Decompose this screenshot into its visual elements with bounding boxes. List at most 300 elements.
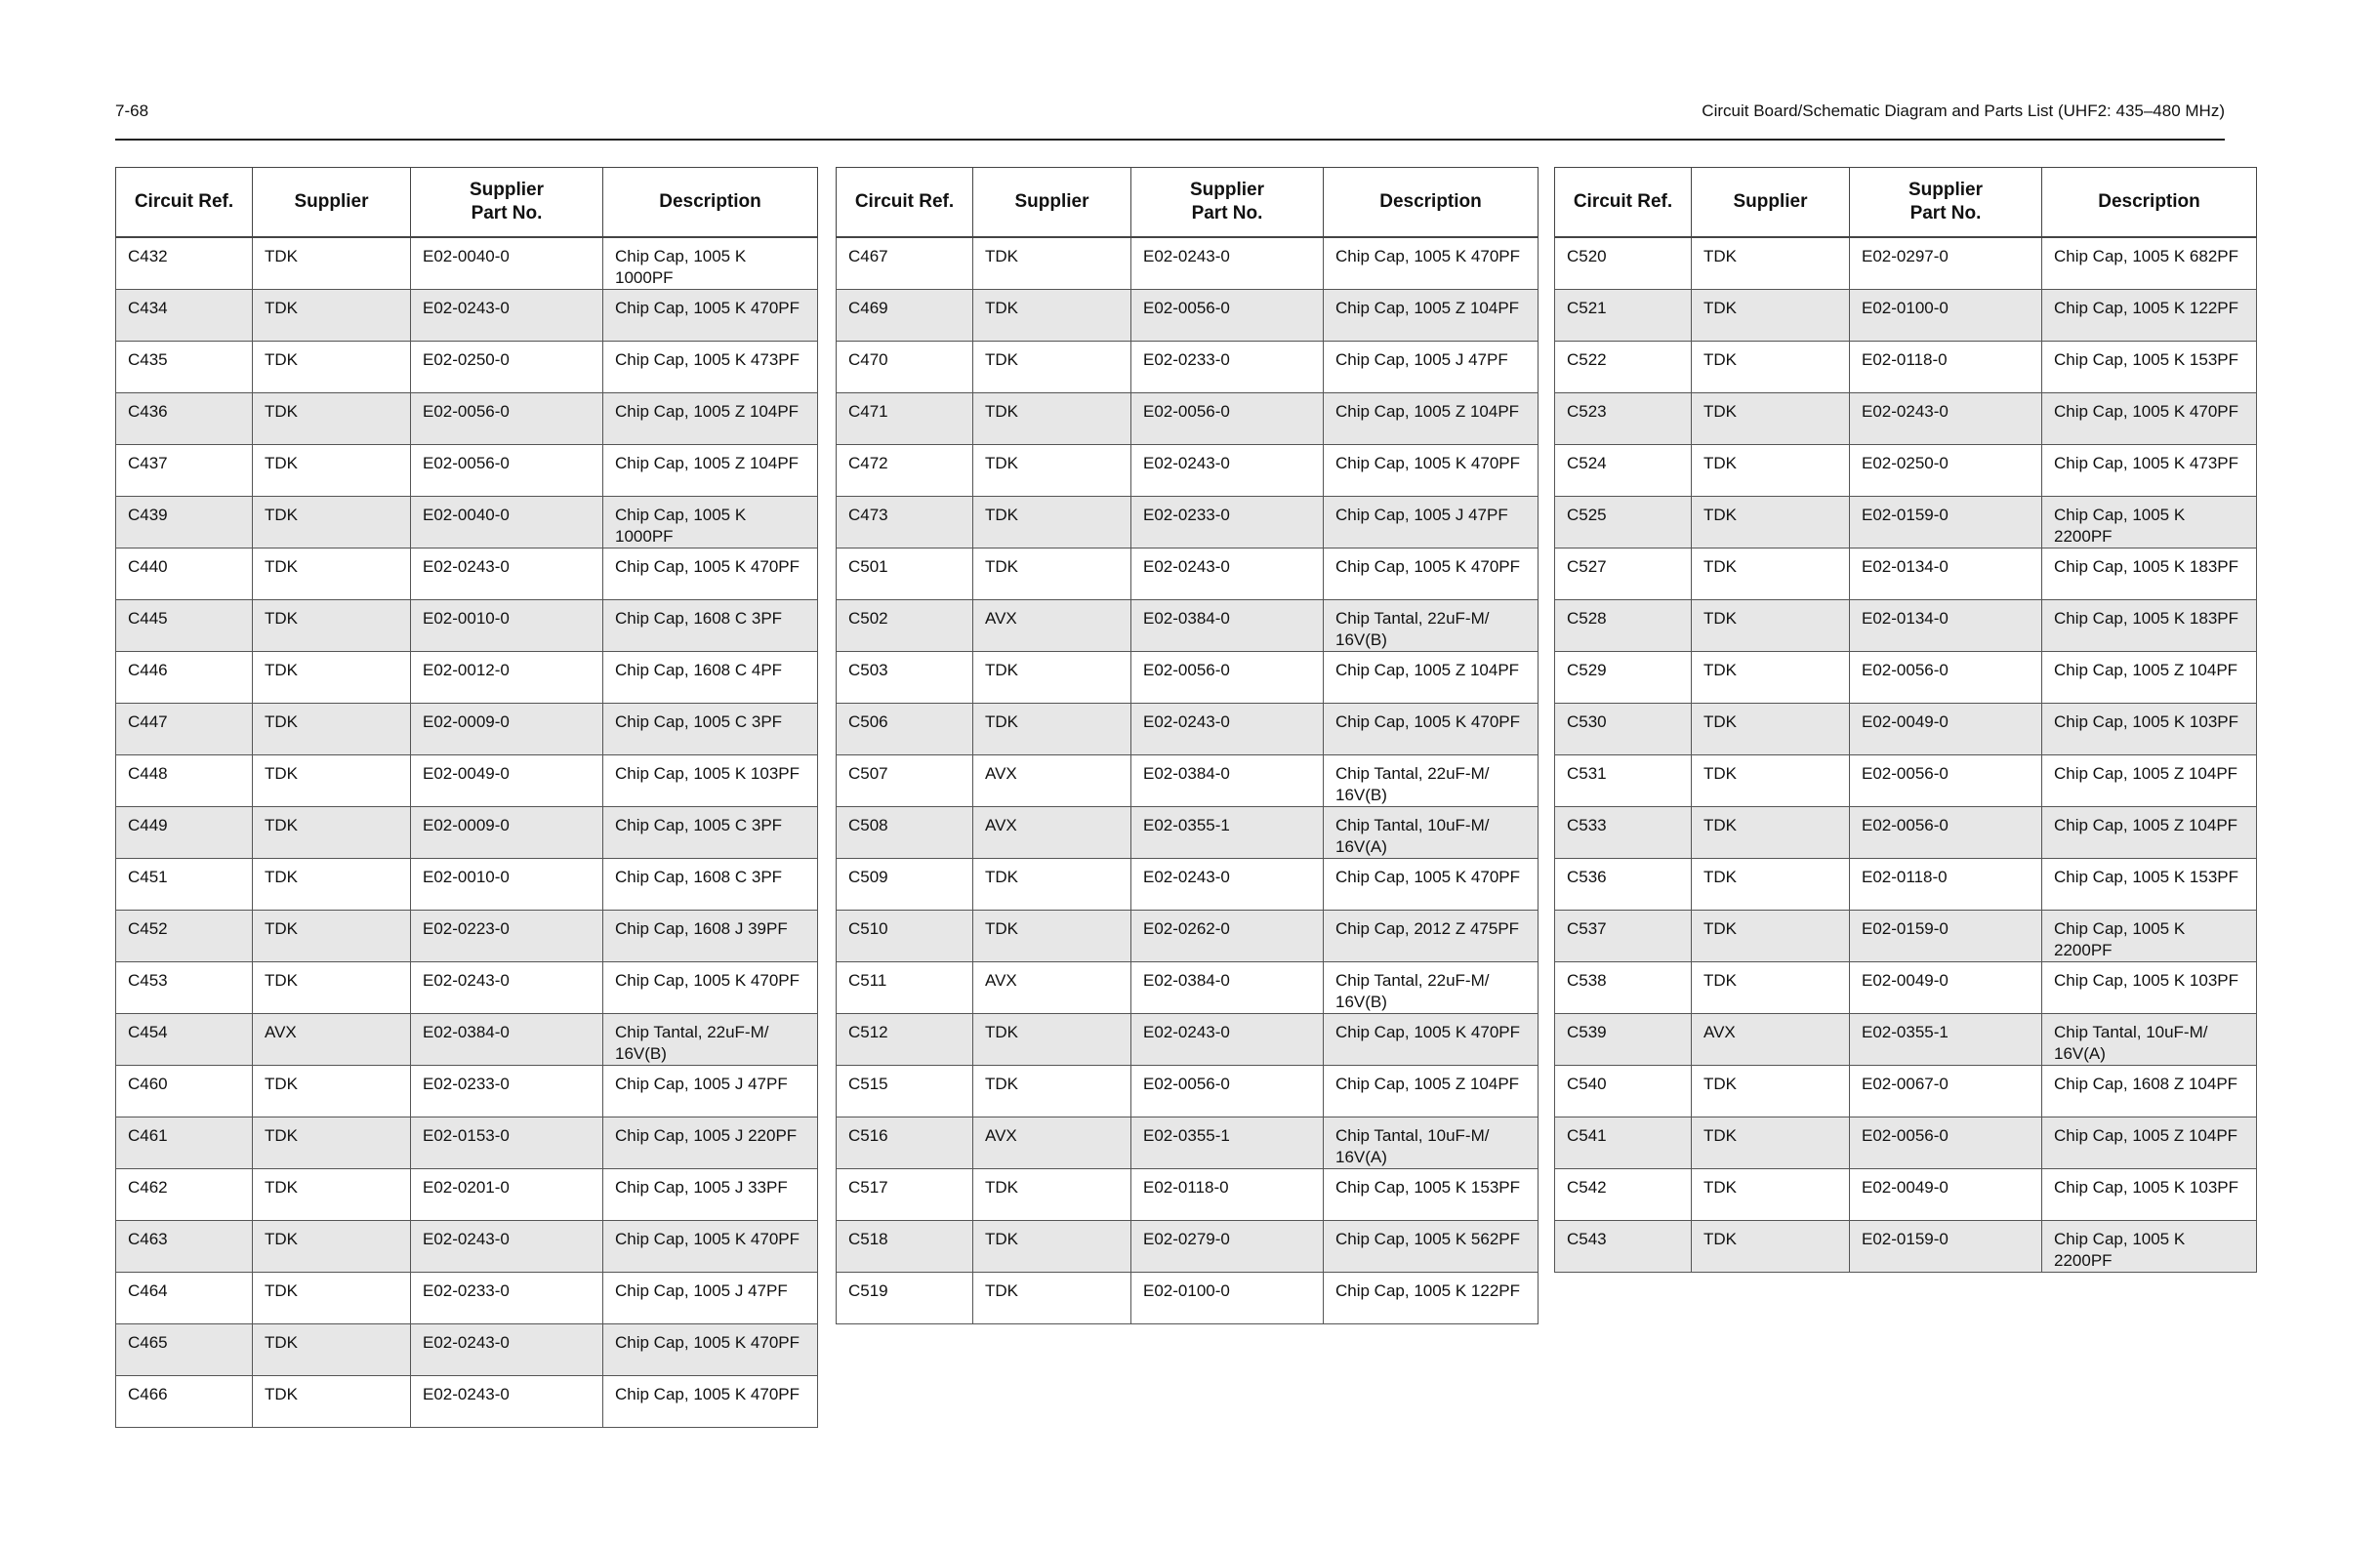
header-rule xyxy=(115,139,2225,141)
circuit-ref-cell: C536 xyxy=(1555,859,1692,911)
circuit-ref-cell: C501 xyxy=(837,549,973,600)
description-cell: Chip Tantal, 10uF-M/ 16V(A) xyxy=(1324,807,1539,859)
supplier-cell: TDK xyxy=(253,238,411,290)
part-no-cell: E02-0233-0 xyxy=(411,1273,603,1324)
table-row xyxy=(1555,342,2257,393)
part-no-cell: E02-0233-0 xyxy=(1131,497,1324,549)
description-cell: Chip Tantal, 10uF-M/ 16V(A) xyxy=(2042,1014,2257,1066)
supplier-cell: TDK xyxy=(253,549,411,600)
supplier-cell: TDK xyxy=(1692,755,1850,807)
table-row xyxy=(1555,704,2257,755)
circuit-ref-cell: C540 xyxy=(1555,1066,1692,1117)
supplier-cell: TDK xyxy=(1692,859,1850,911)
table-row xyxy=(837,1221,1539,1273)
part-no-cell: E02-0201-0 xyxy=(411,1169,603,1221)
part-no-cell: E02-0279-0 xyxy=(1131,1221,1324,1273)
supplier-cell: TDK xyxy=(253,1324,411,1376)
circuit-ref-cell: C538 xyxy=(1555,962,1692,1014)
table-row xyxy=(837,549,1539,600)
supplier-cell: AVX xyxy=(253,1014,411,1066)
description-cell: Chip Cap, 1005 K 473PF xyxy=(2042,445,2257,497)
table-row xyxy=(116,1324,818,1376)
table-row xyxy=(1555,1221,2257,1273)
supplier-cell: TDK xyxy=(973,704,1131,755)
part-no-cell: E02-0159-0 xyxy=(1850,911,2042,962)
description-cell: Chip Cap, 1005 K 562PF xyxy=(1324,1221,1539,1273)
circuit-ref-cell: C471 xyxy=(837,393,973,445)
part-no-cell: E02-0384-0 xyxy=(411,1014,603,1066)
supplier-cell: TDK xyxy=(973,290,1131,342)
part-no-cell: E02-0243-0 xyxy=(1850,393,2042,445)
description-cell: Chip Cap, 1005 J 47PF xyxy=(603,1066,818,1117)
supplier-cell: TDK xyxy=(253,342,411,393)
part-no-cell: E02-0056-0 xyxy=(1850,652,2042,704)
circuit-ref-cell: C541 xyxy=(1555,1117,1692,1169)
column-header-description: Description xyxy=(2042,168,2257,237)
part-no-cell: E02-0243-0 xyxy=(1131,1014,1324,1066)
table-row xyxy=(1555,1014,2257,1066)
table-row xyxy=(116,807,818,859)
description-cell: Chip Cap, 1005 Z 104PF xyxy=(2042,807,2257,859)
circuit-ref-cell: C528 xyxy=(1555,600,1692,652)
description-cell: Chip Cap, 1005 K 2200PF xyxy=(2042,1221,2257,1273)
supplier-cell: TDK xyxy=(1692,1117,1850,1169)
part-no-cell: E02-0243-0 xyxy=(1131,549,1324,600)
description-cell: Chip Cap, 1005 K 183PF xyxy=(2042,549,2257,600)
part-no-cell: E02-0243-0 xyxy=(411,1376,603,1428)
description-cell: Chip Cap, 1005 K 682PF xyxy=(2042,238,2257,290)
supplier-cell: TDK xyxy=(973,1273,1131,1324)
description-cell: Chip Cap, 1005 K 103PF xyxy=(2042,962,2257,1014)
circuit-ref-cell: C464 xyxy=(116,1273,253,1324)
supplier-cell: TDK xyxy=(1692,704,1850,755)
circuit-ref-cell: C510 xyxy=(837,911,973,962)
table-row xyxy=(1555,962,2257,1014)
part-no-cell: E02-0243-0 xyxy=(1131,445,1324,497)
part-no-cell: E02-0009-0 xyxy=(411,704,603,755)
part-no-cell: E02-0250-0 xyxy=(1850,445,2042,497)
description-cell: Chip Cap, 1005 K 470PF xyxy=(2042,393,2257,445)
part-no-cell: E02-0049-0 xyxy=(411,755,603,807)
part-no-cell: E02-0118-0 xyxy=(1850,342,2042,393)
column-header-supplier: Supplier xyxy=(1692,168,1850,237)
description-cell: Chip Cap, 1608 C 4PF xyxy=(603,652,818,704)
table-row xyxy=(116,549,818,600)
page-number: 7-68 xyxy=(115,102,149,120)
part-no-cell: E02-0243-0 xyxy=(1131,859,1324,911)
supplier-cell: AVX xyxy=(973,807,1131,859)
supplier-cell: TDK xyxy=(253,497,411,549)
table-row xyxy=(1555,652,2257,704)
parts-table xyxy=(115,167,818,1428)
table-row xyxy=(1555,445,2257,497)
table-row xyxy=(116,497,818,549)
part-no-cell: E02-0056-0 xyxy=(411,393,603,445)
supplier-cell: TDK xyxy=(253,1376,411,1428)
part-no-cell: E02-0153-0 xyxy=(411,1117,603,1169)
part-no-cell: E02-0134-0 xyxy=(1850,549,2042,600)
circuit-ref-cell: C531 xyxy=(1555,755,1692,807)
table-row xyxy=(116,1221,818,1273)
description-cell: Chip Cap, 1005 K 470PF xyxy=(1324,859,1539,911)
description-cell: Chip Cap, 1005 K 470PF xyxy=(1324,549,1539,600)
table-row xyxy=(837,652,1539,704)
circuit-ref-cell: C432 xyxy=(116,238,253,290)
table-row xyxy=(116,600,818,652)
table-row xyxy=(116,1014,818,1066)
circuit-ref-cell: C470 xyxy=(837,342,973,393)
column-header-part-no: Supplier Part No. xyxy=(411,168,603,237)
circuit-ref-cell: C445 xyxy=(116,600,253,652)
table-row xyxy=(1555,1066,2257,1117)
description-cell: Chip Cap, 1005 K 153PF xyxy=(2042,859,2257,911)
part-no-cell: E02-0056-0 xyxy=(1850,807,2042,859)
part-no-cell: E02-0010-0 xyxy=(411,600,603,652)
part-no-cell: E02-0159-0 xyxy=(1850,1221,2042,1273)
table-row xyxy=(116,1273,818,1324)
supplier-cell: TDK xyxy=(253,445,411,497)
circuit-ref-cell: C537 xyxy=(1555,911,1692,962)
description-cell: Chip Cap, 1005 K 103PF xyxy=(2042,1169,2257,1221)
circuit-ref-cell: C523 xyxy=(1555,393,1692,445)
circuit-ref-cell: C508 xyxy=(837,807,973,859)
part-no-cell: E02-0056-0 xyxy=(1131,290,1324,342)
supplier-cell: TDK xyxy=(1692,807,1850,859)
supplier-cell: TDK xyxy=(973,1221,1131,1273)
supplier-cell: TDK xyxy=(253,1169,411,1221)
table-row xyxy=(116,704,818,755)
table-row xyxy=(837,1066,1539,1117)
table-row xyxy=(837,238,1539,290)
circuit-ref-cell: C435 xyxy=(116,342,253,393)
part-no-cell: E02-0262-0 xyxy=(1131,911,1324,962)
table-row xyxy=(1555,549,2257,600)
supplier-cell: TDK xyxy=(253,1221,411,1273)
circuit-ref-cell: C539 xyxy=(1555,1014,1692,1066)
parts-table xyxy=(1554,167,2257,1273)
supplier-cell: TDK xyxy=(973,393,1131,445)
supplier-cell: TDK xyxy=(1692,497,1850,549)
table-row xyxy=(837,393,1539,445)
circuit-ref-cell: C453 xyxy=(116,962,253,1014)
column-header-part-no: Supplier Part No. xyxy=(1850,168,2042,237)
part-no-cell: E02-0040-0 xyxy=(411,497,603,549)
supplier-cell: TDK xyxy=(1692,342,1850,393)
table-row xyxy=(1555,755,2257,807)
circuit-ref-cell: C448 xyxy=(116,755,253,807)
part-no-cell: E02-0355-1 xyxy=(1131,807,1324,859)
supplier-cell: TDK xyxy=(253,290,411,342)
part-no-cell: E02-0056-0 xyxy=(1131,393,1324,445)
circuit-ref-cell: C454 xyxy=(116,1014,253,1066)
description-cell: Chip Cap, 1005 Z 104PF xyxy=(1324,652,1539,704)
description-cell: Chip Cap, 1005 K 153PF xyxy=(1324,1169,1539,1221)
circuit-ref-cell: C462 xyxy=(116,1169,253,1221)
description-cell: Chip Tantal, 22uF-M/ 16V(B) xyxy=(1324,962,1539,1014)
column-header-supplier: Supplier xyxy=(253,168,411,237)
part-no-cell: E02-0056-0 xyxy=(1131,1066,1324,1117)
part-no-cell: E02-0118-0 xyxy=(1850,859,2042,911)
table-row xyxy=(116,1117,818,1169)
supplier-cell: TDK xyxy=(973,1066,1131,1117)
description-cell: Chip Cap, 1608 C 3PF xyxy=(603,600,818,652)
table-row xyxy=(837,600,1539,652)
description-cell: Chip Cap, 1005 K 183PF xyxy=(2042,600,2257,652)
column-header-circuit-ref: Circuit Ref. xyxy=(1555,168,1692,237)
description-cell: Chip Cap, 1005 Z 104PF xyxy=(1324,290,1539,342)
circuit-ref-cell: C451 xyxy=(116,859,253,911)
description-cell: Chip Cap, 1608 Z 104PF xyxy=(2042,1066,2257,1117)
supplier-cell: TDK xyxy=(1692,1221,1850,1273)
circuit-ref-cell: C452 xyxy=(116,911,253,962)
circuit-ref-cell: C542 xyxy=(1555,1169,1692,1221)
part-no-cell: E02-0243-0 xyxy=(1131,704,1324,755)
circuit-ref-cell: C434 xyxy=(116,290,253,342)
part-no-cell: E02-0250-0 xyxy=(411,342,603,393)
circuit-ref-cell: C506 xyxy=(837,704,973,755)
supplier-cell: AVX xyxy=(973,962,1131,1014)
parts-table-2 xyxy=(836,167,1539,1324)
supplier-cell: TDK xyxy=(253,652,411,704)
description-cell: Chip Cap, 1005 K 470PF xyxy=(1324,704,1539,755)
supplier-cell: TDK xyxy=(1692,445,1850,497)
supplier-cell: TDK xyxy=(973,445,1131,497)
supplier-cell: TDK xyxy=(253,1066,411,1117)
part-no-cell: E02-0159-0 xyxy=(1850,497,2042,549)
table-row xyxy=(837,342,1539,393)
circuit-ref-cell: C509 xyxy=(837,859,973,911)
table-row xyxy=(1555,911,2257,962)
description-cell: Chip Cap, 1005 C 3PF xyxy=(603,807,818,859)
part-no-cell: E02-0243-0 xyxy=(411,1221,603,1273)
table-row xyxy=(837,290,1539,342)
circuit-ref-cell: C447 xyxy=(116,704,253,755)
description-cell: Chip Cap, 1005 C 3PF xyxy=(603,704,818,755)
part-no-cell: E02-0009-0 xyxy=(411,807,603,859)
description-cell: Chip Cap, 1005 Z 104PF xyxy=(1324,393,1539,445)
part-no-cell: E02-0067-0 xyxy=(1850,1066,2042,1117)
part-no-cell: E02-0049-0 xyxy=(1850,1169,2042,1221)
table-row xyxy=(116,1376,818,1428)
part-no-cell: E02-0056-0 xyxy=(1850,755,2042,807)
table-row xyxy=(837,755,1539,807)
part-no-cell: E02-0355-1 xyxy=(1131,1117,1324,1169)
supplier-cell: TDK xyxy=(1692,1066,1850,1117)
description-cell: Chip Cap, 1005 J 220PF xyxy=(603,1117,818,1169)
table-row xyxy=(1555,497,2257,549)
supplier-cell: TDK xyxy=(253,704,411,755)
supplier-cell: TDK xyxy=(973,652,1131,704)
column-header-description: Description xyxy=(603,168,818,237)
circuit-ref-cell: C517 xyxy=(837,1169,973,1221)
table-row xyxy=(116,962,818,1014)
circuit-ref-cell: C472 xyxy=(837,445,973,497)
description-cell: Chip Cap, 1005 K 470PF xyxy=(1324,445,1539,497)
table-row xyxy=(116,911,818,962)
description-cell: Chip Cap, 1005 K 122PF xyxy=(2042,290,2257,342)
table-row xyxy=(837,962,1539,1014)
description-cell: Chip Cap, 1005 J 47PF xyxy=(603,1273,818,1324)
table-row xyxy=(116,1066,818,1117)
description-cell: Chip Cap, 1005 K 2200PF xyxy=(2042,911,2257,962)
table-row xyxy=(1555,600,2257,652)
parts-table-1 xyxy=(115,167,818,1428)
part-no-cell: E02-0010-0 xyxy=(411,859,603,911)
table-row xyxy=(116,393,818,445)
circuit-ref-cell: C439 xyxy=(116,497,253,549)
circuit-ref-cell: C507 xyxy=(837,755,973,807)
supplier-cell: TDK xyxy=(253,1117,411,1169)
description-cell: Chip Cap, 1005 K 470PF xyxy=(1324,238,1539,290)
supplier-cell: TDK xyxy=(973,911,1131,962)
circuit-ref-cell: C527 xyxy=(1555,549,1692,600)
table-row xyxy=(116,238,818,290)
supplier-cell: TDK xyxy=(973,549,1131,600)
table-row xyxy=(116,342,818,393)
circuit-ref-cell: C469 xyxy=(837,290,973,342)
supplier-cell: TDK xyxy=(253,1273,411,1324)
supplier-cell: TDK xyxy=(253,859,411,911)
supplier-cell: TDK xyxy=(1692,652,1850,704)
description-cell: Chip Cap, 1005 K 470PF xyxy=(603,962,818,1014)
table-row xyxy=(837,1117,1539,1169)
table-row xyxy=(837,807,1539,859)
part-no-cell: E02-0384-0 xyxy=(1131,755,1324,807)
part-no-cell: E02-0056-0 xyxy=(1850,1117,2042,1169)
circuit-ref-cell: C449 xyxy=(116,807,253,859)
description-cell: Chip Cap, 1005 K 1000PF xyxy=(603,497,818,549)
page-title: Circuit Board/Schematic Diagram and Parts List (UHF2: 435–480 MHz) xyxy=(1702,102,2225,120)
description-cell: Chip Cap, 1005 K 470PF xyxy=(603,290,818,342)
description-cell: Chip Cap, 1005 K 470PF xyxy=(603,1221,818,1273)
parts-table-3 xyxy=(1554,167,2257,1273)
description-cell: Chip Tantal, 22uF-M/ 16V(B) xyxy=(1324,755,1539,807)
supplier-cell: TDK xyxy=(1692,290,1850,342)
supplier-cell: TDK xyxy=(1692,911,1850,962)
description-cell: Chip Cap, 1005 K 103PF xyxy=(2042,704,2257,755)
circuit-ref-cell: C473 xyxy=(837,497,973,549)
table-row xyxy=(116,652,818,704)
table-row xyxy=(837,445,1539,497)
description-cell: Chip Cap, 1005 J 47PF xyxy=(1324,497,1539,549)
table-row xyxy=(1555,1169,2257,1221)
description-cell: Chip Cap, 1005 Z 104PF xyxy=(1324,1066,1539,1117)
table-row xyxy=(1555,807,2257,859)
circuit-ref-cell: C543 xyxy=(1555,1221,1692,1273)
circuit-ref-cell: C515 xyxy=(837,1066,973,1117)
table-row xyxy=(837,859,1539,911)
description-cell: Chip Cap, 1005 Z 104PF xyxy=(603,445,818,497)
table-row xyxy=(837,1273,1539,1324)
circuit-ref-cell: C466 xyxy=(116,1376,253,1428)
table-row xyxy=(1555,393,2257,445)
table-row xyxy=(1555,859,2257,911)
circuit-ref-cell: C533 xyxy=(1555,807,1692,859)
description-cell: Chip Cap, 1005 K 1000PF xyxy=(603,238,818,290)
part-no-cell: E02-0233-0 xyxy=(1131,342,1324,393)
description-cell: Chip Cap, 1005 Z 104PF xyxy=(603,393,818,445)
supplier-cell: TDK xyxy=(1692,962,1850,1014)
supplier-cell: TDK xyxy=(1692,549,1850,600)
description-cell: Chip Cap, 1005 K 470PF xyxy=(603,549,818,600)
supplier-cell: TDK xyxy=(973,497,1131,549)
supplier-cell: AVX xyxy=(973,600,1131,652)
table-row xyxy=(116,859,818,911)
part-no-cell: E02-0243-0 xyxy=(411,549,603,600)
circuit-ref-cell: C519 xyxy=(837,1273,973,1324)
column-header-part-no: Supplier Part No. xyxy=(1131,168,1324,237)
description-cell: Chip Cap, 1005 J 47PF xyxy=(1324,342,1539,393)
table-row xyxy=(837,1014,1539,1066)
circuit-ref-cell: C511 xyxy=(837,962,973,1014)
description-cell: Chip Cap, 1005 K 103PF xyxy=(603,755,818,807)
supplier-cell: TDK xyxy=(253,911,411,962)
description-cell: Chip Cap, 1005 K 473PF xyxy=(603,342,818,393)
part-no-cell: E02-0056-0 xyxy=(411,445,603,497)
circuit-ref-cell: C465 xyxy=(116,1324,253,1376)
supplier-cell: TDK xyxy=(253,962,411,1014)
supplier-cell: TDK xyxy=(1692,393,1850,445)
table-row xyxy=(837,497,1539,549)
description-cell: Chip Cap, 1005 K 2200PF xyxy=(2042,497,2257,549)
column-header-circuit-ref: Circuit Ref. xyxy=(837,168,973,237)
circuit-ref-cell: C524 xyxy=(1555,445,1692,497)
circuit-ref-cell: C460 xyxy=(116,1066,253,1117)
circuit-ref-cell: C503 xyxy=(837,652,973,704)
circuit-ref-cell: C512 xyxy=(837,1014,973,1066)
part-no-cell: E02-0223-0 xyxy=(411,911,603,962)
description-cell: Chip Tantal, 22uF-M/ 16V(B) xyxy=(1324,600,1539,652)
part-no-cell: E02-0243-0 xyxy=(411,962,603,1014)
description-cell: Chip Cap, 2012 Z 475PF xyxy=(1324,911,1539,962)
table-row xyxy=(837,1169,1539,1221)
circuit-ref-cell: C530 xyxy=(1555,704,1692,755)
supplier-cell: TDK xyxy=(253,807,411,859)
circuit-ref-cell: C525 xyxy=(1555,497,1692,549)
part-no-cell: E02-0297-0 xyxy=(1850,238,2042,290)
part-no-cell: E02-0243-0 xyxy=(1131,238,1324,290)
part-no-cell: E02-0384-0 xyxy=(1131,962,1324,1014)
supplier-cell: AVX xyxy=(973,1117,1131,1169)
table-row xyxy=(116,290,818,342)
circuit-ref-cell: C502 xyxy=(837,600,973,652)
part-no-cell: E02-0012-0 xyxy=(411,652,603,704)
supplier-cell: TDK xyxy=(1692,600,1850,652)
circuit-ref-cell: C518 xyxy=(837,1221,973,1273)
supplier-cell: AVX xyxy=(973,755,1131,807)
part-no-cell: E02-0243-0 xyxy=(411,290,603,342)
part-no-cell: E02-0100-0 xyxy=(1131,1273,1324,1324)
description-cell: Chip Cap, 1005 Z 104PF xyxy=(2042,1117,2257,1169)
circuit-ref-cell: C440 xyxy=(116,549,253,600)
supplier-cell: TDK xyxy=(1692,1169,1850,1221)
description-cell: Chip Cap, 1005 K 470PF xyxy=(1324,1014,1539,1066)
table-row xyxy=(1555,1117,2257,1169)
circuit-ref-cell: C461 xyxy=(116,1117,253,1169)
circuit-ref-cell: C446 xyxy=(116,652,253,704)
supplier-cell: TDK xyxy=(973,238,1131,290)
circuit-ref-cell: C463 xyxy=(116,1221,253,1273)
part-no-cell: E02-0056-0 xyxy=(1131,652,1324,704)
circuit-ref-cell: C521 xyxy=(1555,290,1692,342)
table-row xyxy=(116,445,818,497)
table-row xyxy=(837,911,1539,962)
supplier-cell: TDK xyxy=(253,755,411,807)
part-no-cell: E02-0243-0 xyxy=(411,1324,603,1376)
table-row xyxy=(116,1169,818,1221)
supplier-cell: TDK xyxy=(973,342,1131,393)
circuit-ref-cell: C436 xyxy=(116,393,253,445)
